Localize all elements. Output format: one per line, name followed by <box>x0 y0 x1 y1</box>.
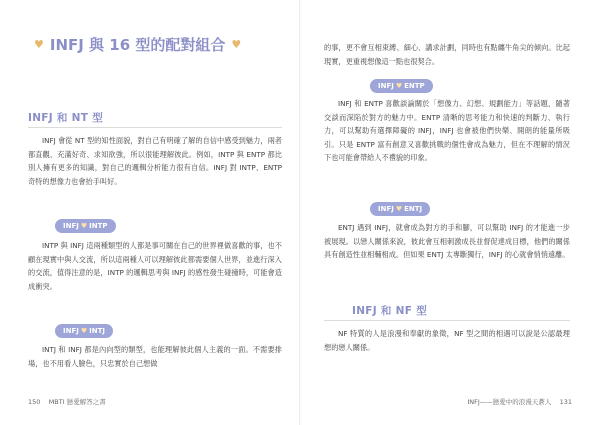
entj-paragraph: ENTJ 遇到 INFJ，就會成為對方的手和腳，可以幫助 INFJ 的才能進一步被展現。以戀人關係來說，彼此會互相刺激成長並督促達成目標，他們的關係具有創造性並相輔相成。但如果 ENTJ 太專斷獨行，INFJ 的心就會悄悄遠離。 <box>324 223 570 260</box>
page-number: 131 <box>559 398 572 406</box>
nf-intro-paragraph: NF 特質的人是浪漫和奉獻的象徵，NF 型之間的相遇可以說是公認最理想的戀人關係。 <box>324 329 570 352</box>
pair-pill-entp <box>370 79 433 93</box>
heart-icon: ♥ <box>80 222 88 230</box>
left-footer <box>28 397 106 406</box>
book-title: MBTI 戀愛解答之書 <box>48 398 106 406</box>
heart-icon: ♥ <box>395 205 403 213</box>
section-heading-nf: INFJ 和 NF 型 <box>352 305 428 317</box>
pill-right-label: INTJ <box>89 327 105 335</box>
pill-left-label: INFJ <box>378 205 394 213</box>
pill-right-label: INTP <box>89 222 108 230</box>
pair-pill-entj <box>370 202 430 216</box>
section-heading-nt: INFJ 和 NT 型 <box>28 112 103 124</box>
intj-paragraph: INTJ 和 INFJ 都是內向型的類型，也能理解彼此個人主義的一面。不需要排場，也不用看人臉色，只忠實於自己想做 <box>28 345 282 368</box>
heart-icon: ♥ <box>231 38 242 51</box>
section-divider <box>324 320 570 321</box>
intp-paragraph: INTP 與 INFJ 這兩種類型的人都是事可關在自己的世界裡做喜歡的事，也不顧在現實中與人交流，所以這兩種人可以理解彼此都需要個人世界，並進行深入的交流，值得注意的是，INTP 的邏輯思考與 INFJ 的感性發生碰撞時，可能會造成衝突。 <box>28 241 282 291</box>
pill-left-label: INFJ <box>378 82 394 90</box>
pair-pill-intp <box>55 219 116 233</box>
running-head: INFJ——戀愛中的浪漫天蒼人 <box>467 398 552 406</box>
right-page <box>300 0 600 425</box>
heart-icon: ♥ <box>395 82 403 90</box>
right-footer <box>467 397 572 406</box>
pill-right-label: ENTP <box>404 82 425 90</box>
page-number: 150 <box>28 398 41 406</box>
section-divider <box>28 127 282 128</box>
pill-left-label: INFJ <box>63 222 79 230</box>
entp-paragraph: INFJ 和 ENTP 喜歡談論關於「想像力、幻想、規劃能力」等話題，隨著交談而深陷於對方的魅力中。ENTP 清晰的思考能力和快速的判斷力、執行力，可以幫助有選擇障礙的 INFJ，INFJ 也會被他們快樂、開朗的能量所吸引。只是 ENTP 富有創意又喜歡挑戰的個性會成為魅力，但在不理解的情況下也可能會帶給人不禮貌的印象。 <box>324 99 570 163</box>
pair-pill-intj <box>55 324 113 338</box>
chapter-title <box>34 34 266 55</box>
heart-icon: ♥ <box>80 327 88 335</box>
nt-intro-paragraph: INFJ 會從 NT 型的知性面貌，對自己有明確了解的自信中感受到魅力，兩者都直觀、充滿好奇、求知欲強，所以很能理解彼此。例如，INTP 與 ENTP 都比別人擁有更多的知識，對自己的邏輯分析能力很有自信。INFJ 對 INTP、ENTP 奇特的想像力也會抬手叫好。 <box>28 136 282 186</box>
pill-right-label: ENTJ <box>404 205 423 213</box>
pill-left-label: INFJ <box>63 327 79 335</box>
chapter-title-text: INFJ 與 16 型的配對組合 <box>49 36 226 54</box>
heart-icon: ♥ <box>34 38 44 51</box>
continuation-paragraph: 的事，更不會互相束縛、細心、講求計劃，同時也有點纏牛角尖的傾向。比起現實，更重視想像這一點也很契合。 <box>324 43 570 66</box>
